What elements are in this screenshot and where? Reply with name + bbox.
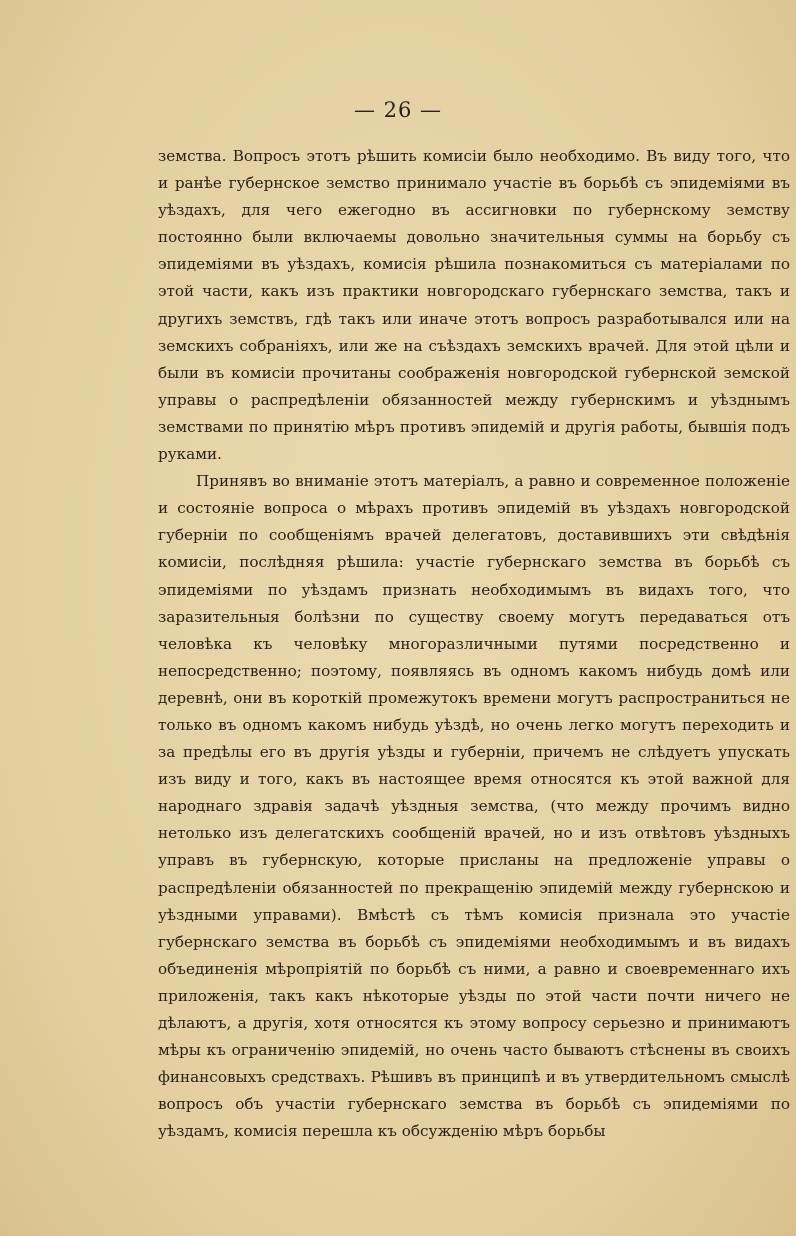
page-number: — 26 — bbox=[353, 98, 443, 122]
paragraph-2: Принявъ во вниманіе этотъ матеріалъ, а равно и современное положеніе и состояніе вопроса о мѣрахъ противъ эпидемій въ уѣздахъ новгородской губерніи по сообщеніямъ врачей делегатовъ, доставившихъ эти свѣдѣнія комисіи, послѣдняя рѣшила: участіе губернскаго земства въ борьбѣ съ эпидеміями по уѣздамъ признать необходимымъ въ видахъ того, что заразительныя болѣзни по существу своему могутъ передаваться отъ человѣка къ человѣку многоразличными путями посредственно и непосредственно; поэтому, появляясь въ одномъ какомъ нибудь домѣ или деревнѣ, они въ короткій промежутокъ времени могутъ распространиться не только въ одномъ какомъ нибудь уѣздѣ, но очень легко могутъ переходить и за предѣлы его въ другія уѣзды и губерніи, причемъ не слѣдуетъ упускать изъ виду и того, какъ въ настоящее время относятся къ этой важной для народнаго здравія задачѣ уѣздныя земства, (что между прочимъ видно нетолько изъ делегатскихъ сообщеній врачей, но и изъ отвѣтовъ уѣздныхъ управъ въ губернскую, которые присланы на предложеніе управы о распредѣленіи обязанностей по прекращенію эпидемій между губернскою и уѣздными управами). Вмѣстѣ съ тѣмъ комисія признала это участіе губернскаго земства въ борьбѣ съ эпидеміями необходимымъ и въ видахъ объединенія мѣропріятій по борьбѣ съ ними, а равно и своевременнаго ихъ приложенія, такъ какъ нѣкоторые уѣзды по этой части почти ничего не дѣлаютъ, а другія, хотя относятся къ этому вопросу серьезно и принимаютъ мѣры къ ограниченію эпидемій, но очень часто бываютъ стѣснены въ своихъ финансовыхъ средствахъ. Рѣшивъ въ принципѣ и въ утвердительномъ смыслѣ вопросъ объ участіи губернскаго земства въ борьбѣ съ эпидеміями по уѣздамъ, комисія перешла къ обсужденію мѣръ борьбы bbox=[158, 472, 790, 1141]
body-text bbox=[158, 143, 790, 1145]
paragraph-1: земства. Вопросъ этотъ рѣшить комисіи было необходимо. Въ виду того, что и ранѣе губернское земство принимало участіе въ борьбѣ съ эпидеміями въ уѣздахъ, для чего ежегодно въ ассигновки по губернскому земству постоянно были включаемы довольно значительныя суммы на борьбу съ эпидеміями въ уѣздахъ, комисія рѣшила познакомиться съ матеріалами по этой части, какъ изъ практики новгородскаго губернскаго земства, такъ и другихъ земствъ, гдѣ такъ или иначе этотъ вопросъ разработывался или на земскихъ собраніяхъ, или же на съѣздахъ земскихъ врачей. Для этой цѣли и были въ комисіи прочитаны соображенія новгородской губернской земской управы о распредѣленіи обязанностей между губернскимъ и уѣзднымъ земствами по принятію мѣръ противъ эпидемій и другія работы, бывшія подъ руками. bbox=[158, 147, 790, 464]
